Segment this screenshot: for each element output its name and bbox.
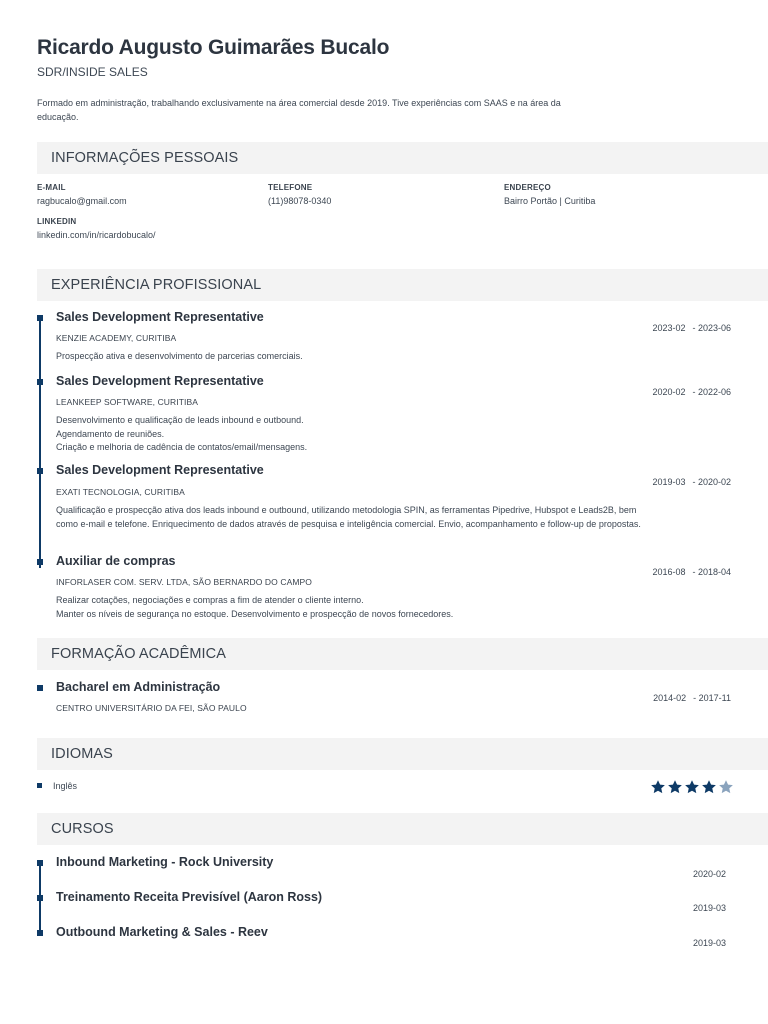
job-title: Auxiliar de compras [56,554,176,568]
section-title: FORMAÇÃO ACADÊMICA [51,646,227,662]
job-start-date: 2023-02 [652,323,686,333]
star-empty-icon [718,779,734,795]
job-company: LEANKEEP SOFTWARE, CURITIBA [56,397,199,407]
degree-institution: CENTRO UNIVERSITÁRIO DA FEI, SÃO PAULO [56,703,247,713]
job-end-date: - 2018-04 [692,567,731,577]
section-experience [37,269,768,301]
job-description: Prospecção ativa e desenvolvimento de parcerias comerciais. [56,351,303,361]
language-name: Inglês [53,781,78,791]
job-description: Desenvolvimento e qualificação de leads inbound e outbound. Agendamento de reuniões. Criação e melhoria de cadência de contatos/email/mensagens. [56,415,308,452]
address-value: Bairro Portão | Curitiba [504,196,596,206]
job-dates [652,567,731,577]
job-title: Sales Development Representative [56,310,264,324]
job-title: Sales Development Representative [56,463,264,477]
email-label: E-MAIL [37,183,66,192]
star-filled-icon [650,779,666,795]
section-title: INFORMAÇÕES PESSOAIS [51,150,239,166]
experience-timeline [39,318,41,568]
course-date: 2019-03 [692,903,726,913]
degree-title: Bacharel em Administração [56,680,221,694]
section-title: IDIOMAS [51,746,113,762]
job-description: Realizar cotações, negociações e compras a fim de atender o cliente interno. Manter os níveis de segurança no estoque. Desenvolvimento e prospecção de novos fornecedores. [56,595,454,619]
job-start-date: 2020-02 [652,387,686,397]
timeline-bullet [37,559,43,565]
timeline-bullet [37,379,43,385]
phone-label: TELEFONE [268,183,313,192]
job-start-date: 2016-08 [652,567,686,577]
linkedin-value[interactable]: linkedin.com/in/ricardobucalo/ [37,230,156,240]
job-dates [652,477,731,487]
course-date: 2020-02 [692,869,726,879]
candidate-name: Ricardo Augusto Guimarães Bucalo [37,36,390,59]
timeline-bullet [37,895,43,901]
section-languages [37,738,768,770]
language-rating [650,779,734,795]
degree-dates [653,693,731,703]
section-title: CURSOS [51,821,114,837]
phone-value: (11)98078-0340 [268,196,332,206]
job-description: Qualificação e prospecção ativa dos leads inbound e outbound, utilizando metodologia SPIN, as ferramentas Pipedrive, Hubspot e Leads2B, bem como e-mail e telefone. Enriquecimento de dados através de pesquisa e inteligência comercial. Envio, acompanhamento e follow-up de propostas. [56,505,641,529]
job-end-date: - 2022-06 [692,387,731,397]
star-filled-icon [701,779,717,795]
profile-summary: Formado em administração, trabalhando exclusivamente na área comercial desde 2019. Tive experiências com SAAS e na área da educação. [37,98,561,122]
degree-start-date: 2014-02 [653,693,687,703]
job-end-date: - 2023-06 [692,323,731,333]
course-title: Outbound Marketing & Sales - Reev [56,925,268,939]
timeline-bullet [37,468,43,474]
candidate-role: SDR/INSIDE SALES [37,65,148,79]
section-education [37,638,768,670]
linkedin-label: LINKEDIN [37,217,77,226]
course-title: Treinamento Receita Previsível (Aaron Ross) [56,890,323,904]
section-title: EXPERIÊNCIA PROFISSIONAL [51,277,262,293]
job-company: EXATI TECNOLOGIA, CURITIBA [56,487,185,497]
address-label: ENDEREÇO [504,183,551,192]
section-personal-info [37,142,768,174]
job-dates [652,387,731,397]
timeline-bullet [37,315,43,321]
job-end-date: - 2020-02 [692,477,731,487]
job-start-date: 2019-03 [652,477,686,487]
email-value[interactable]: ragbucalo@gmail.com [37,196,127,206]
timeline-bullet [37,685,43,691]
timeline-bullet [37,860,43,866]
course-title: Inbound Marketing - Rock University [56,855,274,869]
section-courses [37,813,768,845]
star-filled-icon [684,779,700,795]
star-filled-icon [667,779,683,795]
job-company: KENZIE ACADEMY, CURITIBA [56,333,177,343]
course-date: 2019-03 [692,938,726,948]
job-title: Sales Development Representative [56,374,264,388]
timeline-bullet [37,930,43,936]
degree-end-date: - 2017-11 [693,693,731,703]
job-company: INFORLASER COM. SERV. LTDA, SÃO BERNARDO DO CAMPO [56,577,313,587]
job-dates [652,323,731,333]
list-bullet [37,783,42,788]
